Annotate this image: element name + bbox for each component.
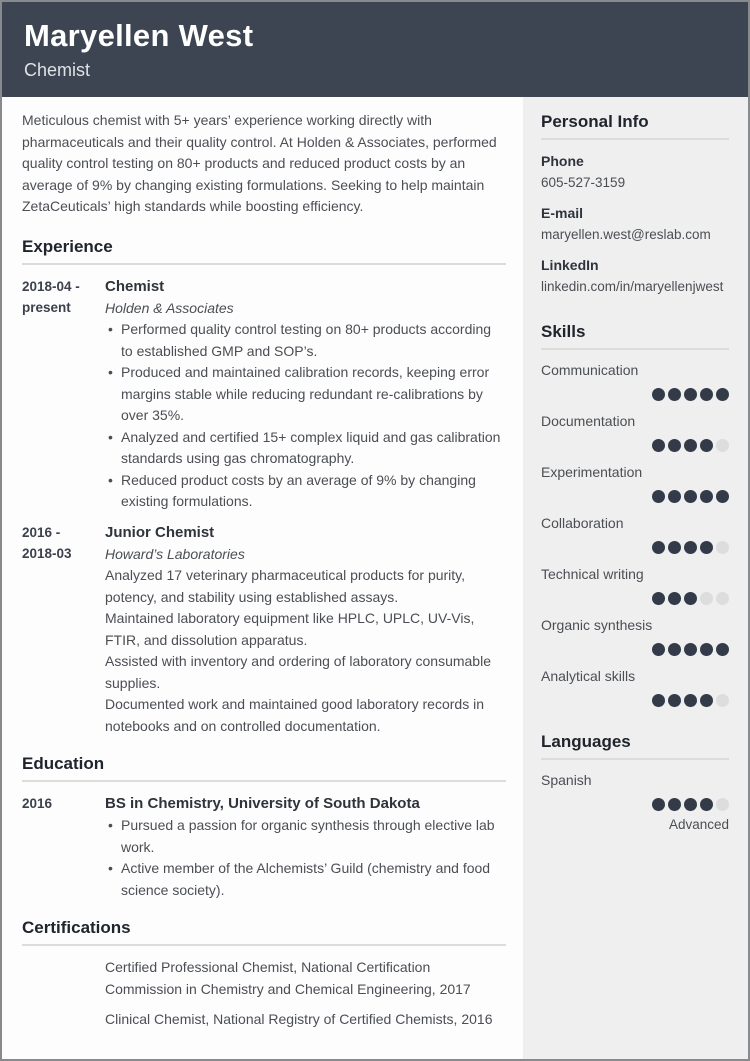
language-row	[541, 771, 729, 832]
job-bullet-list	[105, 319, 506, 513]
personal-info-heading: Personal Info	[541, 112, 729, 140]
certification-entry	[22, 957, 506, 1040]
skill-rating	[541, 694, 729, 707]
skill-row	[541, 616, 729, 656]
skills-heading: Skills	[541, 322, 729, 350]
rating-dot-empty	[716, 439, 729, 452]
entry-content	[105, 276, 506, 513]
job-description-line: Analyzed 17 veterinary pharmaceutical products for purity, potency, and stability using established assays.	[105, 567, 466, 605]
rating-dot-filled	[652, 643, 665, 656]
rating-dot-filled	[668, 388, 681, 401]
rating-dot-empty	[716, 694, 729, 707]
entry-date-empty	[22, 957, 105, 1040]
rating-dot-filled	[716, 643, 729, 656]
linkedin-url: linkedin.com/in/maryellenjwest	[541, 279, 724, 294]
skill-name: Experimentation	[541, 464, 643, 480]
skill-name: Organic synthesis	[541, 617, 653, 633]
rating-dot-filled	[652, 490, 665, 503]
entry-content	[105, 793, 506, 901]
language-name: Spanish	[541, 772, 592, 788]
education-section-heading: Education	[22, 754, 506, 782]
rating-dot-filled	[668, 592, 681, 605]
rating-dot-filled	[684, 490, 697, 503]
bullet-item: • Pursued a passion for organic synthesis through elective lab work.	[105, 815, 506, 858]
skill-row	[541, 412, 729, 452]
skill-name: Collaboration	[541, 515, 624, 531]
certification-item: Certified Professional Chemist, National Certification Commission in Chemistry and Chemical Engineering, 2017	[105, 959, 471, 997]
entry-date-line: 2018-04 -	[22, 278, 80, 294]
entry-date-line: 2018-03	[22, 546, 72, 561]
rating-dot-filled	[700, 798, 713, 811]
rating-dot-filled	[684, 541, 697, 554]
rating-dot-filled	[684, 694, 697, 707]
rating-dot-empty	[716, 798, 729, 811]
rating-dot-filled	[652, 439, 665, 452]
bullet-item: • Active member of the Alchemists’ Guild (chemistry and food science society).	[105, 858, 506, 901]
skill-name: Documentation	[541, 413, 636, 429]
rating-dot-filled	[684, 439, 697, 452]
certification-item: Clinical Chemist, National Registry of Certified Chemists, 2016	[105, 1011, 493, 1027]
rating-dot-filled	[700, 541, 713, 554]
rating-dot-filled	[668, 541, 681, 554]
education-entry	[22, 793, 506, 901]
language-rating	[541, 798, 729, 811]
entry-date-line: 2016	[22, 796, 53, 811]
entry-date-line: present	[22, 300, 71, 315]
job-title: Chemist	[105, 277, 165, 295]
contact-label-phone: Phone	[541, 153, 584, 169]
rating-dot-filled	[684, 388, 697, 401]
resume-header	[2, 2, 748, 97]
rating-dot-filled	[716, 388, 729, 401]
contact-item	[541, 151, 729, 193]
company-name: Howard’s Laboratories	[105, 545, 245, 562]
entry-date-line: 2016 -	[22, 524, 61, 540]
rating-dot-filled	[684, 592, 697, 605]
company-name: Holden & Associates	[105, 299, 234, 316]
rating-dot-filled	[652, 388, 665, 401]
entry-date	[22, 793, 105, 901]
experience-section-heading: Experience	[22, 237, 506, 265]
skill-rating	[541, 643, 729, 656]
bullet-item: • Performed quality control testing on 80+ products according to established GMP and SOP’s.	[105, 319, 506, 362]
skill-row	[541, 514, 729, 554]
entry-date	[22, 522, 105, 738]
languages-heading: Languages	[541, 732, 729, 760]
language-proficiency: Advanced	[668, 817, 729, 832]
certifications-section-heading: Certifications	[22, 918, 506, 946]
bullet-item: • Reduced product costs by an average of 9% by changing existing formulations.	[105, 470, 506, 513]
rating-dot-filled	[700, 439, 713, 452]
skill-row	[541, 667, 729, 707]
contact-item	[541, 255, 729, 297]
rating-dot-filled	[684, 798, 697, 811]
rating-dot-empty	[716, 592, 729, 605]
rating-dot-filled	[684, 643, 697, 656]
phone-number: 605-527-3159	[541, 175, 626, 190]
entry-content	[105, 522, 506, 738]
skill-rating	[541, 592, 729, 605]
entry-content	[105, 957, 506, 1040]
rating-dot-filled	[652, 592, 665, 605]
skill-name: Analytical skills	[541, 668, 636, 684]
skill-rating	[541, 388, 729, 401]
rating-dot-filled	[652, 798, 665, 811]
bullet-item: • Analyzed and certified 15+ complex liquid and gas calibration standards using gas chromatography.	[105, 427, 506, 470]
rating-dot-filled	[700, 643, 713, 656]
skill-name: Communication	[541, 362, 639, 378]
entry-date	[22, 276, 105, 513]
rating-dot-filled	[668, 643, 681, 656]
job-description-line: Assisted with inventory and ordering of laboratory consumable supplies.	[105, 653, 491, 691]
degree-title: BS in Chemistry, University of South Dakota	[105, 795, 420, 812]
skill-rating	[541, 490, 729, 503]
skill-row	[541, 463, 729, 503]
skill-rating	[541, 439, 729, 452]
skill-row	[541, 361, 729, 401]
rating-dot-filled	[700, 694, 713, 707]
email-address: maryellen.west@reslab.com	[541, 227, 711, 242]
experience-entry	[22, 522, 506, 738]
rating-dot-filled	[652, 694, 665, 707]
skill-row	[541, 565, 729, 605]
professional-summary: Meticulous chemist with 5+ years’ experience working directly with pharmaceuticals and their quality control. At Holden & Associates, performed quality control testing on 80+ products and reduced product costs by an average of 9% by changing existing formulations. Seeking to help maintain ZetaCeuticals’ high standards while boosting efficiency.	[22, 112, 497, 214]
contact-label-email: E-mail	[541, 205, 584, 221]
rating-dot-filled	[668, 439, 681, 452]
job-description-line: Documented work and maintained good laboratory records in notebooks and on controlled documentation.	[105, 696, 484, 734]
rating-dot-filled	[700, 388, 713, 401]
skill-name: Technical writing	[541, 566, 644, 582]
candidate-job-title: Chemist	[24, 60, 91, 80]
contact-label-linkedin: LinkedIn	[541, 257, 599, 273]
rating-dot-filled	[668, 694, 681, 707]
education-bullet-list	[105, 815, 506, 901]
rating-dot-filled	[668, 490, 681, 503]
job-title: Junior Chemist	[105, 523, 215, 541]
contact-item	[541, 203, 729, 245]
rating-dot-filled	[668, 798, 681, 811]
main-column	[2, 97, 523, 1059]
rating-dot-filled	[652, 541, 665, 554]
rating-dot-filled	[700, 490, 713, 503]
job-description-line: Maintained laboratory equipment like HPLC, UPLC, UV-Vis, FTIR, and dissolution apparatus.	[105, 610, 475, 648]
resume-body	[2, 97, 748, 1059]
candidate-name: Maryellen West	[24, 18, 254, 53]
experience-entry	[22, 276, 506, 513]
rating-dot-empty	[700, 592, 713, 605]
bullet-item: • Produced and maintained calibration records, keeping error margins stable while reducing redundant re-calibrations by over 35%.	[105, 362, 506, 427]
sidebar	[523, 97, 748, 1059]
skill-rating	[541, 541, 729, 554]
rating-dot-filled	[716, 490, 729, 503]
rating-dot-empty	[716, 541, 729, 554]
